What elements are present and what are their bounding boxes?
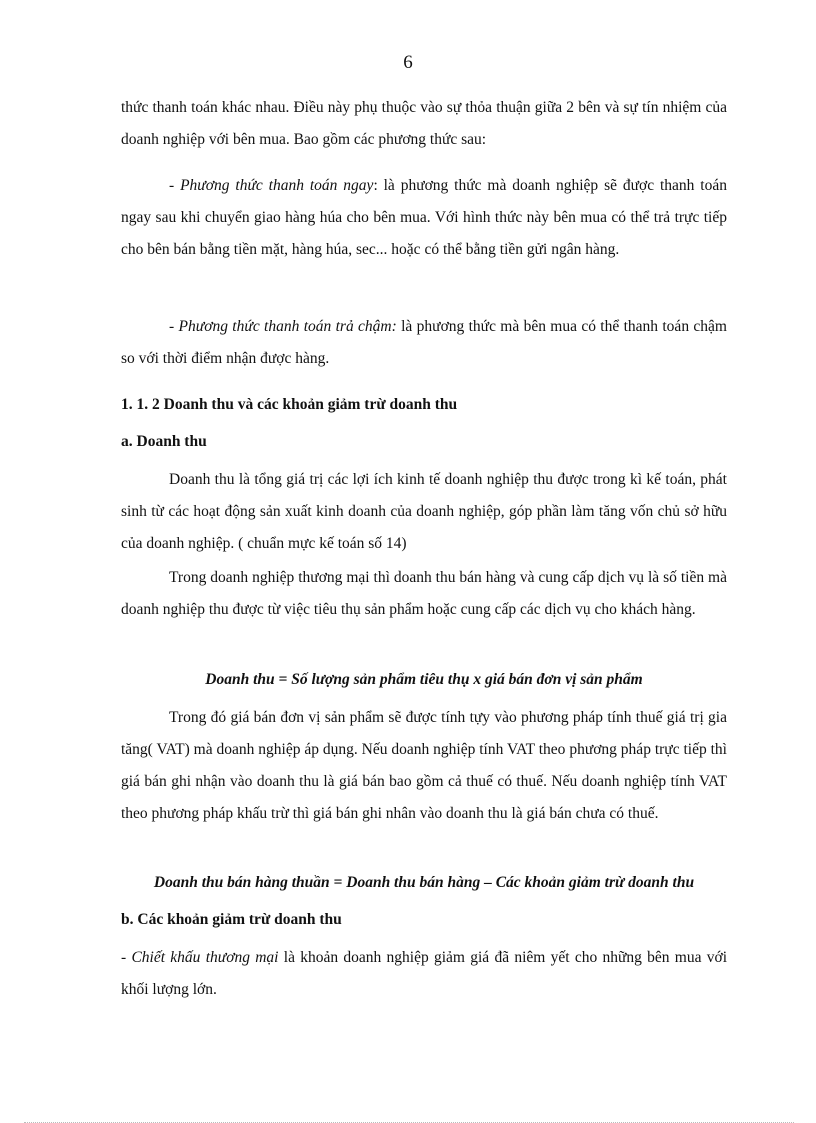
heading-a: a. Doanh thu (121, 433, 207, 450)
para-vat (121, 702, 727, 830)
dash: - (169, 318, 179, 335)
paragraph: Doanh thu là tổng giá trị các lợi ích kinh tế doanh nghiệp thu được trong kì kế toán, phát sinh từ các hoạt động sản xuất kinh doanh của doanh nghiệp, góp phần làm tăng vốn chủ sở hữu của doanh nghiệp. ( chuẩn mực kế toán số 14) (121, 471, 727, 552)
paragraph-rest: là khoản doanh nghiệp giảm giá đã niêm yết cho những bên mua với khối lượng lớn. (121, 949, 727, 998)
para-immediate-payment (121, 170, 727, 266)
paragraph: thức thanh toán khác nhau. Điều này phụ thuộc vào sự thỏa thuận giữa 2 bên và sự tín nhiệm của doanh nghiệp với bên mua. Bao gồm các phương thức sau: (121, 99, 727, 148)
dash: - (121, 949, 132, 966)
para-trading-revenue (121, 562, 727, 626)
paragraph (121, 942, 727, 1006)
para-trade-discount (121, 942, 727, 1006)
para-deferred-payment (121, 311, 727, 375)
para-revenue-definition (121, 464, 727, 560)
dash: - (169, 177, 181, 194)
paragraph-rest: là phương thức mà bên mua có thể thanh toán chậm so với thời điểm nhận được hàng. (121, 318, 727, 367)
paragraph (121, 170, 727, 266)
term-italic: Chiết khấu thương mại (131, 949, 279, 966)
term-italic: Phương thức thanh toán trả chậm: (178, 318, 397, 335)
paragraph: Trong đó giá bán đơn vị sản phẩm sẽ được tính tựy vào phương pháp tính thuế giá trị gia tăng( VAT) mà doanh nghiệp áp dụng. Nếu doanh nghiệp tính VAT theo phương pháp trực tiếp thì giá bán ghi nhận vào doanh thu là giá bán bao gồm cả thuế có thuế. Nếu doanh nghiệp tính VAT theo phương pháp khấu trừ thì giá bán ghi nhân vào doanh thu là giá bán chưa có thuế. (121, 709, 727, 822)
paragraph (121, 311, 727, 375)
heading-section-1-1-2: 1. 1. 2 Doanh thu và các khoản giảm trừ doanh thu (121, 396, 458, 413)
heading-b: b. Các khoản giảm trừ doanh thu (121, 911, 342, 928)
paragraph-rest: : là phương thức mà doanh nghiệp sẽ được thanh toán ngay sau khi chuyển giao hàng húa cho bên mua. Với hình thức này bên mua có thể trả trực tiếp cho bên bán bằng tiền mặt, hàng húa, sec... hoặc có thể bằng tiền gửi ngân hàng. (121, 177, 727, 258)
para-intro (121, 92, 727, 156)
term-italic: Phương thức thanh toán ngay (180, 177, 374, 194)
formula-net-revenue: Doanh thu bán hàng thuần = Doanh thu bán hàng – Các khoản giảm trừ doanh thu (153, 874, 695, 891)
formula-revenue: Doanh thu = Số lượng sản phẩm tiêu thụ x giá bán đơn vị sản phẩm (205, 671, 643, 688)
page-number: 6 (403, 52, 413, 73)
paragraph: Trong doanh nghiệp thương mại thì doanh thu bán hàng và cung cấp dịch vụ là số tiền mà doanh nghiệp thu được từ việc tiêu thụ sản phẩm hoặc cung cấp các dịch vụ cho khách hàng. (121, 569, 727, 618)
